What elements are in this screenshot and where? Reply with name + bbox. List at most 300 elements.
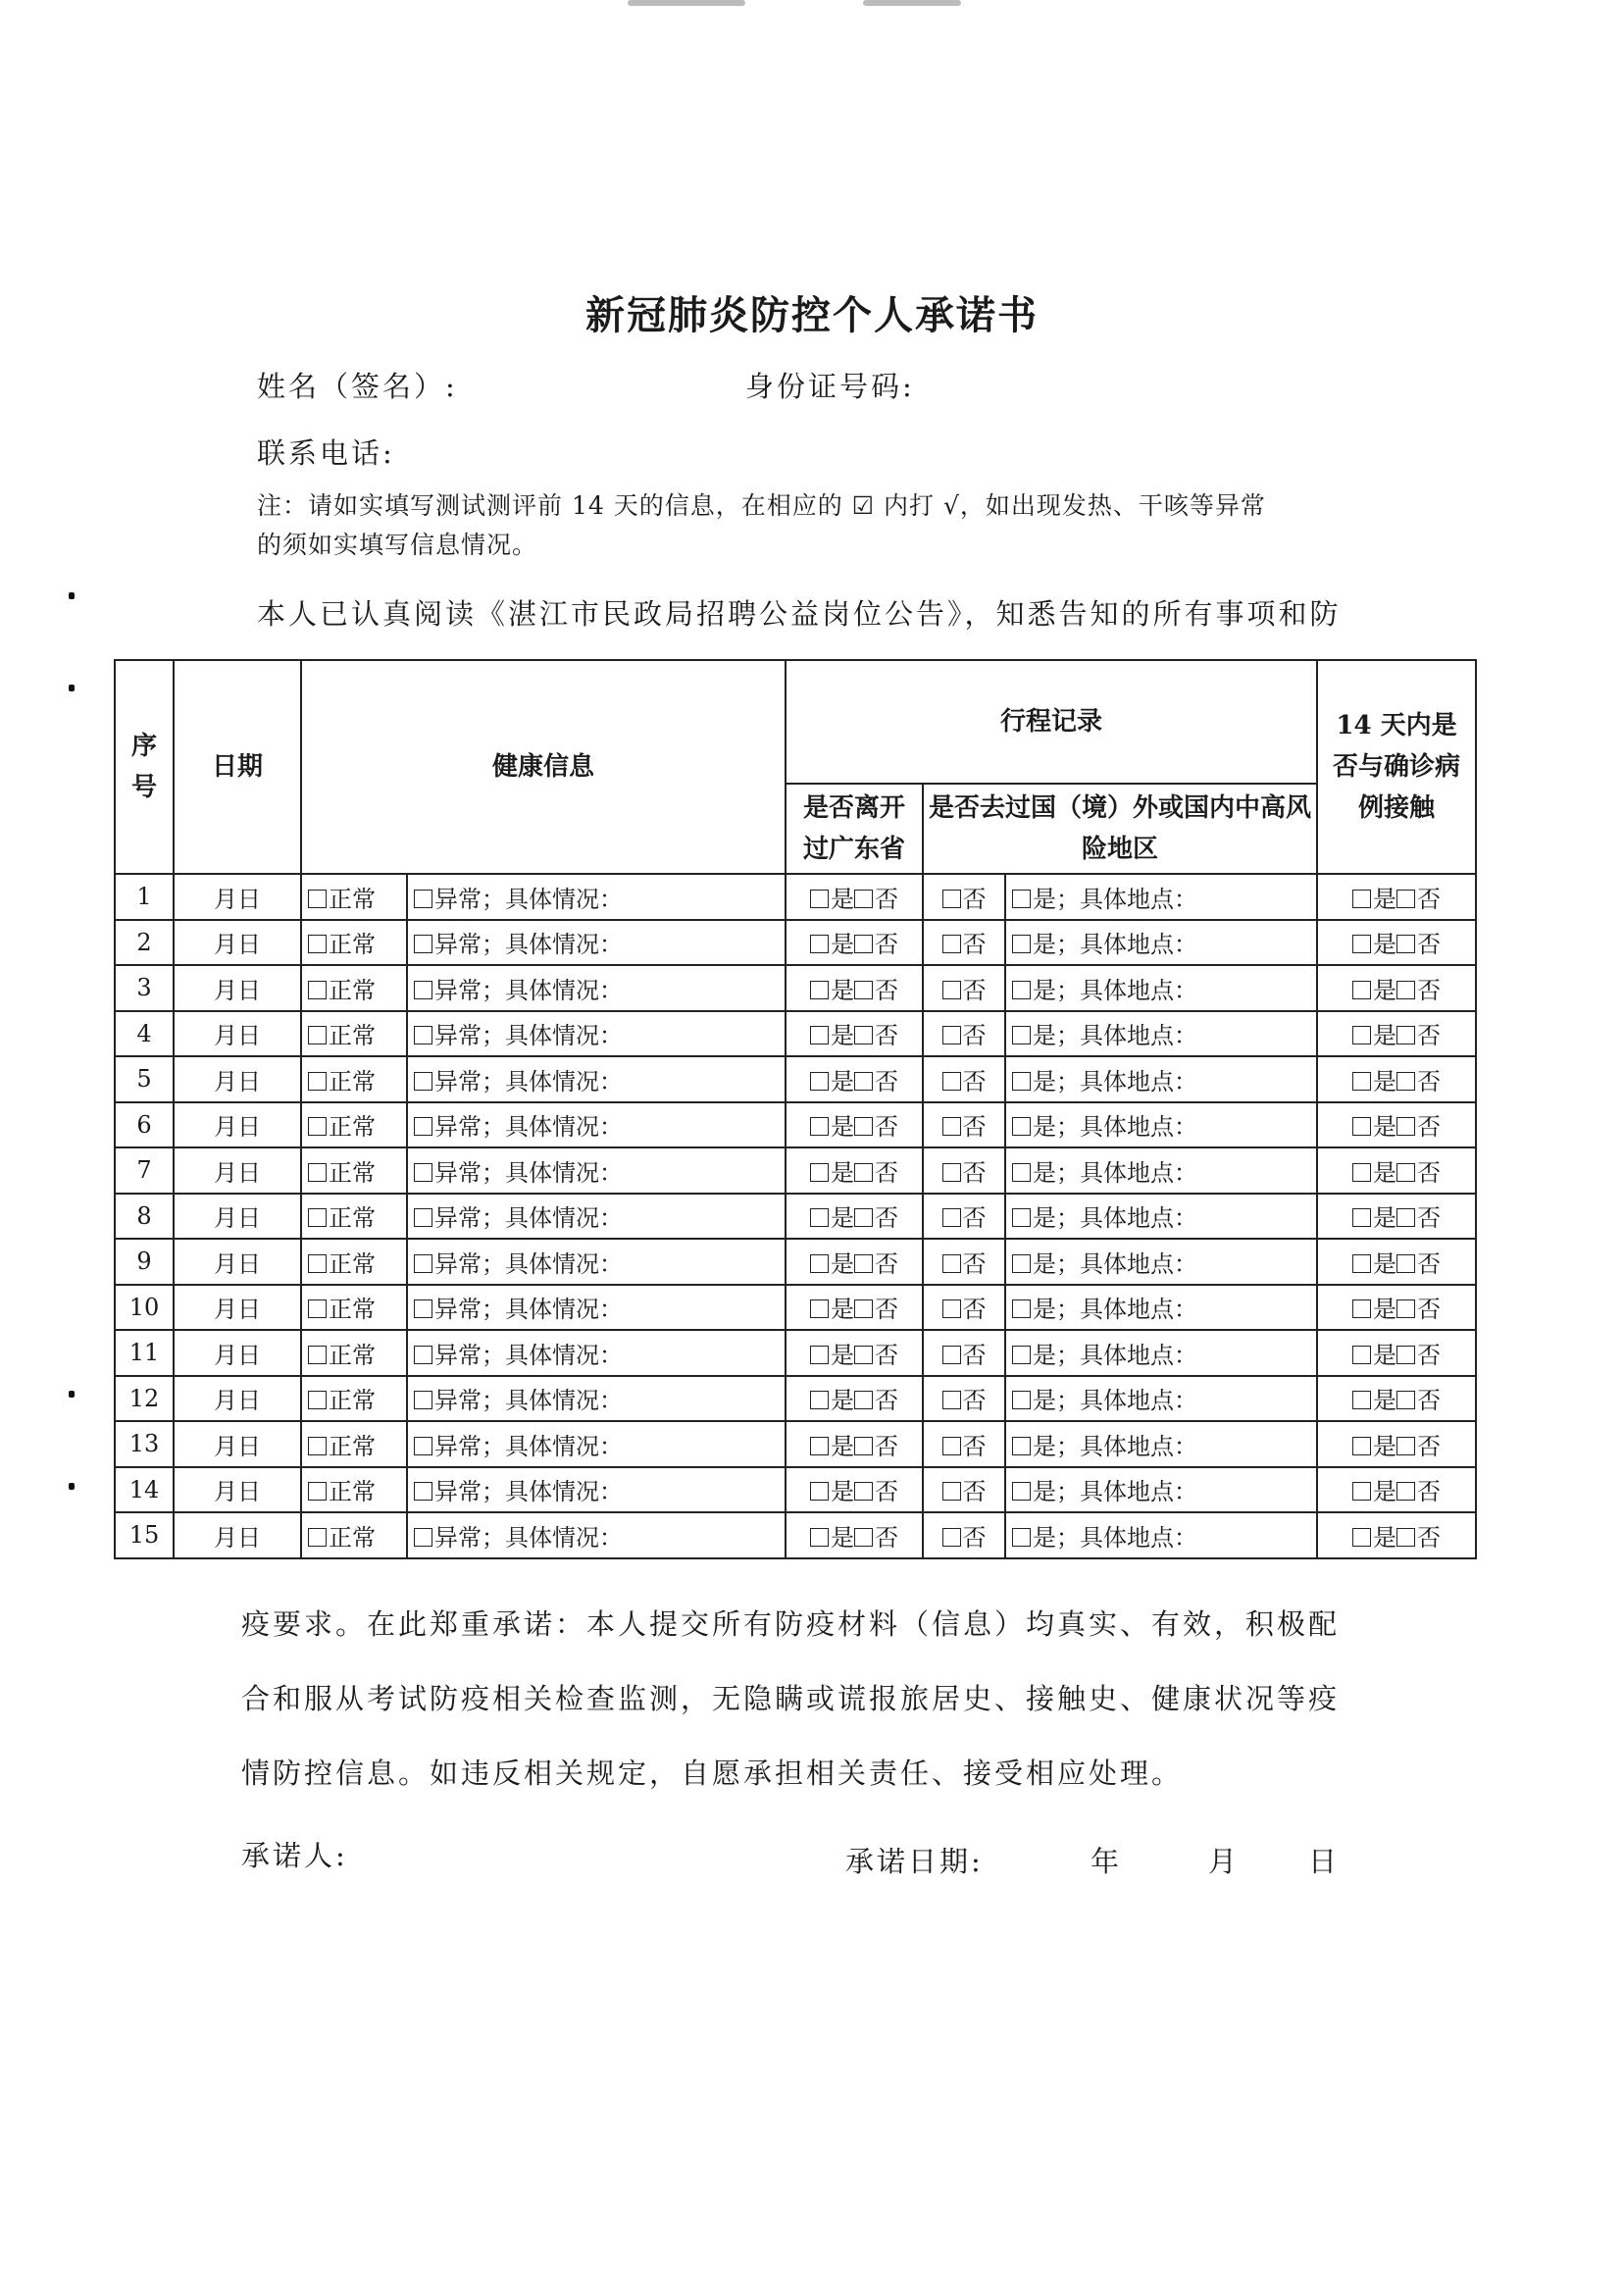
health-abnormal-option (407, 1147, 786, 1194)
contact-yes-checkbox[interactable] (1352, 1391, 1371, 1409)
yes-text: 是 (1373, 1204, 1397, 1233)
risk-yes-checkbox[interactable] (1012, 1026, 1031, 1044)
left-gd-yes-checkbox[interactable] (810, 1163, 829, 1182)
no-text: 否 (1417, 1249, 1442, 1278)
yes-text: 是 (831, 1022, 855, 1050)
normal-checkbox[interactable] (308, 890, 327, 908)
yes-text: 是 (1373, 1113, 1397, 1142)
table-row (115, 1239, 1476, 1285)
contact-no-checkbox[interactable] (1396, 1528, 1415, 1547)
normal-checkbox[interactable] (308, 1482, 327, 1501)
intro-paragraph: 本人已认真阅读《湛江市民政局招聘公益岗位公告》，知悉告知的所有事项和防 (257, 597, 1342, 631)
left-gd-yes-checkbox[interactable] (810, 1299, 829, 1318)
punch-mark (69, 1483, 75, 1490)
row-date[interactable]: 月日 (174, 1512, 301, 1558)
contact-options (1317, 1102, 1476, 1148)
health-abnormal-option (407, 1285, 786, 1331)
left-gd-options (786, 874, 923, 920)
abnormal-text: 异常；具体情况： (434, 1067, 623, 1095)
left-gd-no-checkbox[interactable] (854, 1299, 873, 1318)
risk-yes-checkbox[interactable] (1012, 890, 1031, 908)
abnormal-checkbox[interactable] (414, 890, 432, 908)
no-text: 否 (1417, 1113, 1442, 1142)
contact-options (1317, 1194, 1476, 1240)
no-text: 否 (875, 1478, 899, 1506)
left-gd-no-checkbox[interactable] (854, 1437, 873, 1455)
health-normal-option (301, 1102, 407, 1148)
row-date[interactable]: 月日 (174, 1239, 301, 1285)
health-abnormal-option (407, 1056, 786, 1102)
risk-yes-option (1005, 1467, 1317, 1513)
left-gd-no-checkbox[interactable] (854, 935, 873, 953)
yes-text: 是 (831, 1249, 855, 1278)
left-gd-no-checkbox[interactable] (854, 1026, 873, 1044)
normal-checkbox[interactable] (308, 1072, 327, 1091)
left-gd-options (786, 1467, 923, 1513)
risk-yes-checkbox[interactable] (1012, 935, 1031, 953)
contact-yes-checkbox[interactable] (1352, 1072, 1371, 1091)
risk-no-checkbox[interactable] (942, 1072, 961, 1091)
yes-place-text: 是；具体地点： (1033, 1296, 1198, 1324)
row-date[interactable]: 月日 (174, 1102, 301, 1148)
yes-place-text: 是；具体地点： (1033, 1113, 1198, 1142)
no-text: 否 (1417, 1523, 1442, 1552)
health-abnormal-option (407, 1512, 786, 1558)
health-normal-option (301, 1239, 407, 1285)
left-gd-no-checkbox[interactable] (854, 1391, 873, 1409)
risk-no-option (923, 1285, 1005, 1331)
yes-place-text: 是；具体地点： (1033, 1022, 1198, 1050)
abnormal-checkbox[interactable] (414, 1346, 432, 1364)
risk-yes-checkbox[interactable] (1012, 1072, 1031, 1091)
contact-no-checkbox[interactable] (1396, 1072, 1415, 1091)
contact-yes-checkbox[interactable] (1352, 1208, 1371, 1227)
no-text: 否 (1417, 885, 1442, 913)
risk-yes-checkbox[interactable] (1012, 1299, 1031, 1318)
left-gd-yes-checkbox[interactable] (810, 890, 829, 908)
risk-no-option (923, 1376, 1005, 1422)
risk-no-checkbox[interactable] (942, 1163, 961, 1182)
left-gd-no-checkbox[interactable] (854, 1072, 873, 1091)
no-text: 否 (962, 1478, 987, 1506)
left-gd-no-checkbox[interactable] (854, 1528, 873, 1547)
contact-yes-checkbox[interactable] (1352, 1299, 1371, 1318)
normal-checkbox[interactable] (308, 1299, 327, 1318)
normal-checkbox[interactable] (308, 1437, 327, 1455)
left-gd-yes-checkbox[interactable] (810, 1254, 829, 1273)
no-text: 否 (1417, 1067, 1442, 1095)
row-date[interactable]: 月日 (174, 965, 301, 1011)
left-gd-no-checkbox[interactable] (854, 1163, 873, 1182)
yes-place-text: 是；具体地点： (1033, 1158, 1198, 1187)
abnormal-checkbox[interactable] (414, 1072, 432, 1091)
no-text: 否 (1417, 1158, 1442, 1187)
risk-yes-option (1005, 1056, 1317, 1102)
risk-no-option (923, 1239, 1005, 1285)
health-abnormal-option (407, 1421, 786, 1467)
yes-place-text: 是；具体地点： (1033, 1478, 1198, 1506)
risk-no-checkbox[interactable] (942, 1117, 961, 1136)
risk-no-checkbox[interactable] (942, 1346, 961, 1364)
left-gd-options (786, 1194, 923, 1240)
row-seq: 11 (115, 1330, 174, 1376)
risk-no-option (923, 1512, 1005, 1558)
no-text: 否 (962, 885, 987, 913)
no-text: 否 (962, 1296, 987, 1324)
normal-text: 正常 (329, 1067, 376, 1095)
abnormal-checkbox[interactable] (414, 1208, 432, 1227)
contact-no-checkbox[interactable] (1396, 1208, 1415, 1227)
normal-text: 正常 (329, 1432, 376, 1460)
contact-options (1317, 874, 1476, 920)
row-seq: 10 (115, 1285, 174, 1331)
normal-checkbox[interactable] (308, 1346, 327, 1364)
row-date[interactable]: 月日 (174, 920, 301, 966)
risk-no-option (923, 1056, 1005, 1102)
health-abnormal-option (407, 1194, 786, 1240)
health-normal-option (301, 1376, 407, 1422)
risk-no-option (923, 920, 1005, 966)
month-label: 月 (1208, 1845, 1241, 1878)
risk-yes-option (1005, 1421, 1317, 1467)
normal-text: 正常 (329, 1478, 376, 1506)
yes-place-text: 是；具体地点： (1033, 1341, 1198, 1369)
contact-yes-checkbox[interactable] (1352, 1026, 1371, 1044)
normal-checkbox[interactable] (308, 1391, 327, 1409)
left-gd-options (786, 1147, 923, 1194)
row-date[interactable]: 月日 (174, 1376, 301, 1422)
row-date[interactable]: 月日 (174, 1147, 301, 1194)
abnormal-checkbox[interactable] (414, 1254, 432, 1273)
left-gd-yes-checkbox[interactable] (810, 935, 829, 953)
contact-no-checkbox[interactable] (1396, 1346, 1415, 1364)
risk-yes-checkbox[interactable] (1012, 1528, 1031, 1547)
table-row (115, 1102, 1476, 1148)
health-normal-option (301, 1330, 407, 1376)
left-gd-options (786, 1512, 923, 1558)
promise-date-label: 承诺日期: (845, 1845, 984, 1878)
left-gd-no-checkbox[interactable] (854, 1346, 873, 1364)
abnormal-checkbox[interactable] (414, 1117, 432, 1136)
row-seq: 2 (115, 920, 174, 966)
no-text: 否 (962, 1158, 987, 1187)
left-gd-options (786, 1102, 923, 1148)
risk-no-checkbox[interactable] (942, 890, 961, 908)
contact-yes-checkbox[interactable] (1352, 890, 1371, 908)
risk-no-checkbox[interactable] (942, 1208, 961, 1227)
row-date[interactable]: 月日 (174, 1011, 301, 1057)
left-gd-no-checkbox[interactable] (854, 1208, 873, 1227)
health-normal-option (301, 1147, 407, 1194)
yes-text: 是 (831, 1113, 855, 1142)
abnormal-text: 异常；具体情况： (434, 1387, 623, 1415)
health-abnormal-option (407, 1467, 786, 1513)
contact-options (1317, 1239, 1476, 1285)
risk-no-checkbox[interactable] (942, 935, 961, 953)
risk-no-option (923, 1421, 1005, 1467)
header-risk-area: 是否去过国（境）外或国内中高风险地区 (923, 784, 1317, 874)
normal-text: 正常 (329, 1387, 376, 1415)
abnormal-text: 异常；具体情况： (434, 1432, 623, 1460)
risk-yes-option (1005, 920, 1317, 966)
no-text: 否 (875, 1158, 899, 1187)
risk-yes-option (1005, 1239, 1317, 1285)
header-left-guangdong: 是否离开过广东省 (786, 784, 923, 874)
left-gd-yes-checkbox[interactable] (810, 1528, 829, 1547)
left-gd-options (786, 1239, 923, 1285)
left-gd-options (786, 920, 923, 966)
contact-options (1317, 1330, 1476, 1376)
risk-yes-option (1005, 1512, 1317, 1558)
abnormal-text: 异常；具体情况： (434, 976, 623, 1004)
table-row (115, 1421, 1476, 1467)
yes-text: 是 (1373, 1341, 1397, 1369)
header-health: 健康信息 (301, 660, 786, 874)
yes-text: 是 (1373, 885, 1397, 913)
closing-line-3: 情防控信息。如违反相关规定，自愿承担相关责任、接受相应处理。 (241, 1757, 1184, 1790)
left-gd-no-checkbox[interactable] (854, 1117, 873, 1136)
left-gd-no-checkbox[interactable] (854, 981, 873, 999)
risk-no-checkbox[interactable] (942, 1299, 961, 1318)
no-text: 否 (875, 1113, 899, 1142)
left-gd-yes-checkbox[interactable] (810, 1072, 829, 1091)
id-number-label: 身份证号码: (745, 370, 915, 403)
note-line-1: 注：请如实填写测试测评前 14 天的信息，在相应的 ☑ 内打 √，如出现发热、干咳等异常 (257, 491, 1266, 520)
contact-no-checkbox[interactable] (1396, 1482, 1415, 1501)
health-abnormal-option (407, 920, 786, 966)
risk-no-option (923, 1147, 1005, 1194)
normal-text: 正常 (329, 1341, 376, 1369)
left-gd-yes-checkbox[interactable] (810, 1117, 829, 1136)
risk-yes-checkbox[interactable] (1012, 1482, 1031, 1501)
contact-options (1317, 1512, 1476, 1558)
yes-text: 是 (831, 931, 855, 959)
abnormal-text: 异常；具体情况： (434, 1341, 623, 1369)
risk-no-checkbox[interactable] (942, 1254, 961, 1273)
contact-no-checkbox[interactable] (1396, 1254, 1415, 1273)
contact-no-checkbox[interactable] (1396, 1163, 1415, 1182)
risk-yes-checkbox[interactable] (1012, 1117, 1031, 1136)
row-seq: 9 (115, 1239, 174, 1285)
row-seq: 7 (115, 1147, 174, 1194)
health-record-table (114, 659, 1477, 1559)
phone-label: 联系电话: (257, 436, 395, 470)
no-text: 否 (875, 1204, 899, 1233)
left-gd-yes-checkbox[interactable] (810, 1208, 829, 1227)
abnormal-checkbox[interactable] (414, 1437, 432, 1455)
contact-yes-checkbox[interactable] (1352, 1117, 1371, 1136)
health-abnormal-option (407, 874, 786, 920)
yes-text: 是 (831, 1523, 855, 1552)
risk-no-checkbox[interactable] (942, 1437, 961, 1455)
left-gd-options (786, 965, 923, 1011)
abnormal-checkbox[interactable] (414, 1299, 432, 1318)
risk-no-checkbox[interactable] (942, 981, 961, 999)
risk-yes-checkbox[interactable] (1012, 1163, 1031, 1182)
contact-options (1317, 965, 1476, 1011)
left-gd-yes-checkbox[interactable] (810, 1026, 829, 1044)
risk-no-checkbox[interactable] (942, 1026, 961, 1044)
health-normal-option (301, 874, 407, 920)
risk-yes-option (1005, 874, 1317, 920)
note-line-2: 的须如实填写信息情况。 (257, 531, 538, 559)
row-date[interactable]: 月日 (174, 874, 301, 920)
no-text: 否 (875, 1387, 899, 1415)
risk-yes-checkbox[interactable] (1012, 1391, 1031, 1409)
yes-text: 是 (831, 1067, 855, 1095)
left-gd-yes-checkbox[interactable] (810, 1437, 829, 1455)
table-row (115, 1467, 1476, 1513)
no-text: 否 (875, 1296, 899, 1324)
risk-no-option (923, 1467, 1005, 1513)
row-seq: 14 (115, 1467, 174, 1513)
table-row (115, 1512, 1476, 1558)
abnormal-text: 异常；具体情况： (434, 1249, 623, 1278)
risk-yes-checkbox[interactable] (1012, 1254, 1031, 1273)
row-seq: 4 (115, 1011, 174, 1057)
normal-text: 正常 (329, 1113, 376, 1142)
left-gd-yes-checkbox[interactable] (810, 1482, 829, 1501)
contact-no-checkbox[interactable] (1396, 935, 1415, 953)
normal-text: 正常 (329, 1158, 376, 1187)
health-normal-option (301, 1467, 407, 1513)
table-row (115, 1056, 1476, 1102)
health-normal-option (301, 965, 407, 1011)
left-gd-options (786, 1056, 923, 1102)
row-date[interactable]: 月日 (174, 1194, 301, 1240)
left-gd-no-checkbox[interactable] (854, 1482, 873, 1501)
abnormal-checkbox[interactable] (414, 1026, 432, 1044)
risk-yes-checkbox[interactable] (1012, 1346, 1031, 1364)
normal-checkbox[interactable] (308, 981, 327, 999)
health-abnormal-option (407, 1011, 786, 1057)
contact-yes-checkbox[interactable] (1352, 1482, 1371, 1501)
risk-yes-checkbox[interactable] (1012, 1208, 1031, 1227)
abnormal-checkbox[interactable] (414, 935, 432, 953)
promiser-label: 承诺人: (241, 1839, 348, 1872)
contact-no-checkbox[interactable] (1396, 1437, 1415, 1455)
normal-text: 正常 (329, 1523, 376, 1552)
risk-no-option (923, 965, 1005, 1011)
abnormal-checkbox[interactable] (414, 1391, 432, 1409)
left-gd-yes-checkbox[interactable] (810, 1391, 829, 1409)
normal-checkbox[interactable] (308, 1528, 327, 1547)
normal-checkbox[interactable] (308, 1254, 327, 1273)
row-date[interactable]: 月日 (174, 1467, 301, 1513)
risk-no-checkbox[interactable] (942, 1482, 961, 1501)
abnormal-checkbox[interactable] (414, 1528, 432, 1547)
abnormal-checkbox[interactable] (414, 1482, 432, 1501)
health-normal-option (301, 920, 407, 966)
row-seq: 8 (115, 1194, 174, 1240)
contact-no-checkbox[interactable] (1396, 1299, 1415, 1318)
yes-text: 是 (831, 1296, 855, 1324)
contact-no-checkbox[interactable] (1396, 890, 1415, 908)
normal-text: 正常 (329, 1022, 376, 1050)
yes-text: 是 (1373, 1067, 1397, 1095)
risk-yes-option (1005, 1194, 1317, 1240)
yes-text: 是 (1373, 1249, 1397, 1278)
yes-text: 是 (1373, 1478, 1397, 1506)
contact-no-checkbox[interactable] (1396, 1026, 1415, 1044)
no-text: 否 (1417, 1204, 1442, 1233)
risk-yes-option (1005, 1376, 1317, 1422)
contact-yes-checkbox[interactable] (1352, 1254, 1371, 1273)
abnormal-checkbox[interactable] (414, 981, 432, 999)
abnormal-text: 异常；具体情况： (434, 1523, 623, 1552)
contact-yes-checkbox[interactable] (1352, 981, 1371, 999)
contact-no-checkbox[interactable] (1396, 1391, 1415, 1409)
abnormal-checkbox[interactable] (414, 1163, 432, 1182)
risk-no-checkbox[interactable] (942, 1528, 961, 1547)
abnormal-text: 异常；具体情况： (434, 931, 623, 959)
normal-checkbox[interactable] (308, 1117, 327, 1136)
normal-checkbox[interactable] (308, 1026, 327, 1044)
no-text: 否 (1417, 976, 1442, 1004)
no-text: 否 (1417, 1022, 1442, 1050)
row-seq: 15 (115, 1512, 174, 1558)
row-date[interactable]: 月日 (174, 1330, 301, 1376)
left-gd-yes-checkbox[interactable] (810, 1346, 829, 1364)
left-gd-no-checkbox[interactable] (854, 890, 873, 908)
day-label: 日 (1308, 1845, 1341, 1878)
yes-place-text: 是；具体地点： (1033, 885, 1198, 913)
contact-yes-checkbox[interactable] (1352, 1528, 1371, 1547)
row-date[interactable]: 月日 (174, 1421, 301, 1467)
punch-mark (69, 1391, 75, 1398)
yes-text: 是 (1373, 931, 1397, 959)
left-gd-options (786, 1421, 923, 1467)
no-text: 否 (875, 1523, 899, 1552)
year-label: 年 (1091, 1845, 1123, 1878)
contact-yes-checkbox[interactable] (1352, 1163, 1371, 1182)
no-text: 否 (875, 1249, 899, 1278)
risk-no-checkbox[interactable] (942, 1391, 961, 1409)
contact-yes-checkbox[interactable] (1352, 1346, 1371, 1364)
left-gd-yes-checkbox[interactable] (810, 981, 829, 999)
table-row (115, 1330, 1476, 1376)
yes-text: 是 (1373, 1523, 1397, 1552)
abnormal-text: 异常；具体情况： (434, 885, 623, 913)
no-text: 否 (1417, 1387, 1442, 1415)
left-gd-no-checkbox[interactable] (854, 1254, 873, 1273)
abnormal-text: 异常；具体情况： (434, 1204, 623, 1233)
no-text: 否 (1417, 1341, 1442, 1369)
health-abnormal-option (407, 1330, 786, 1376)
contact-yes-checkbox[interactable] (1352, 1437, 1371, 1455)
yes-text: 是 (1373, 1387, 1397, 1415)
row-seq: 12 (115, 1376, 174, 1422)
risk-yes-option (1005, 1011, 1317, 1057)
contact-yes-checkbox[interactable] (1352, 935, 1371, 953)
risk-yes-checkbox[interactable] (1012, 981, 1031, 999)
contact-no-checkbox[interactable] (1396, 1117, 1415, 1136)
yes-text: 是 (1373, 1432, 1397, 1460)
no-text: 否 (962, 1341, 987, 1369)
risk-yes-checkbox[interactable] (1012, 1437, 1031, 1455)
row-date[interactable]: 月日 (174, 1285, 301, 1331)
no-text: 否 (875, 931, 899, 959)
health-normal-option (301, 1512, 407, 1558)
no-text: 否 (962, 1523, 987, 1552)
normal-checkbox[interactable] (308, 1208, 327, 1227)
normal-checkbox[interactable] (308, 935, 327, 953)
row-date[interactable]: 月日 (174, 1056, 301, 1102)
contact-no-checkbox[interactable] (1396, 981, 1415, 999)
header-travel: 行程记录 (786, 660, 1317, 784)
normal-checkbox[interactable] (308, 1163, 327, 1182)
yes-text: 是 (1373, 1022, 1397, 1050)
